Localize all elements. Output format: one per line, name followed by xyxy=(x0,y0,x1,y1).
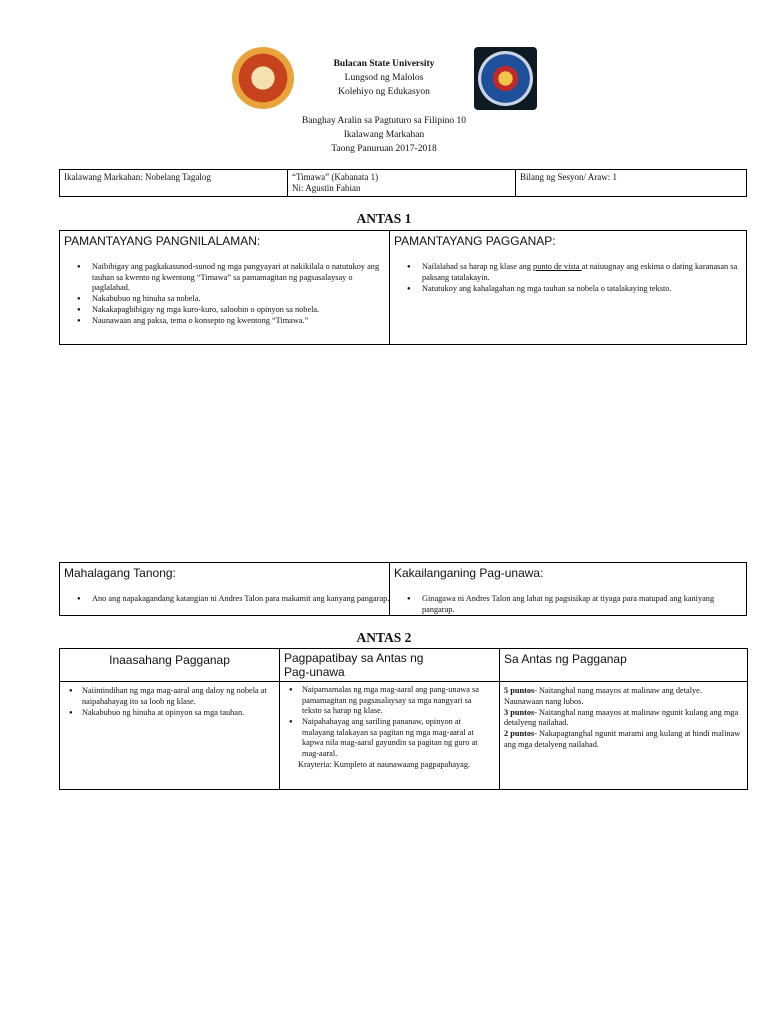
list-item: ● Nailalahad sa harap ng klase ang punto de vista at naiuugnay ang eskima o dating karanasan sa paksang tatalakayin. xyxy=(422,262,740,283)
essential-question-list xyxy=(60,594,390,605)
info-story-cell xyxy=(288,170,516,197)
rubric-row: 2 puntos- Nakapagtanghal ngunit marami ang kulang at hindi malinaw ang mga detalyeng nailahad. xyxy=(504,729,741,749)
essential-question-heading: Mahalagang Tanong: xyxy=(64,566,176,580)
understanding-list xyxy=(390,594,746,615)
info-quarter-cell xyxy=(60,170,288,197)
info-quarter-text: Ikalawang Markahan: Nobelang Tagalog xyxy=(64,172,211,182)
rubric-row: 5 puntos- Naitanghal nang maayos at malinaw ang detalye. Naunawaan nang lubos. xyxy=(504,686,702,706)
expected-performance-heading: Inaasahang Pagganap xyxy=(109,653,230,667)
list-item: ● Ginagawa ni Andres Talon ang lahat ng pagsisikap at tiyaga para matupad ang kaniyang pangarap. xyxy=(422,594,740,615)
antas2-title: ANTAS 2 xyxy=(356,630,412,645)
info-session-cell xyxy=(516,170,747,197)
col1-body-cell xyxy=(60,682,280,790)
col3-body-cell xyxy=(500,682,748,790)
list-item: ● Nakabubuo ng hinuha sa nobela. xyxy=(92,294,390,305)
city-name: Lungsod ng Malolos xyxy=(344,73,424,83)
essential-question-col xyxy=(60,563,390,615)
col3-header-cell xyxy=(500,649,748,682)
antas2-table xyxy=(59,648,748,790)
school-year: Taong Panuruan 2017-2018 xyxy=(331,144,437,154)
story-title: “Timawa” (Kabanata 1) xyxy=(292,172,379,182)
performance-standard-list xyxy=(390,262,746,294)
understanding-col xyxy=(390,563,746,615)
understanding-level-list xyxy=(280,685,499,760)
list-item: ● Nakabubuo ng hinuha at opinyon sa mga tauhan. xyxy=(82,708,273,719)
lesson-plan-title: Banghay Aralin sa Pagtuturo sa Filipino 10 xyxy=(301,116,467,126)
performance-standard-heading: PAMANTAYANG PAGGANAP: xyxy=(394,234,556,248)
list-item: ● Naipamamalas ng mga mag-aaral ang pang-unawa sa pamamagitan ng pagsasalaysay sa mga nangyari sa teksto sa harap ng klase. xyxy=(302,685,493,717)
performance-level-heading: Sa Antas ng Pagganap xyxy=(504,652,627,666)
rubric xyxy=(500,682,747,751)
info-table xyxy=(59,169,747,197)
story-author: Ni: Agustin Fabian xyxy=(292,183,361,193)
criteria-text: Krayteria: Kumpleto at naunawaang pagpapahayag. xyxy=(298,760,471,770)
performance-standard-col xyxy=(390,231,746,344)
list-item: ● Nakakapagbibigay ng mga kuro-kuro, saloobin o opinyon sa nobela. xyxy=(92,305,390,316)
expected-performance-list xyxy=(60,686,279,718)
list-item: ● Natutukoy ang kahalagahan ng mga tauhan sa nobela o tatalakaying teksto. xyxy=(422,284,740,295)
content-standard-list xyxy=(60,262,390,327)
antas1-box xyxy=(59,230,747,345)
college-name: Kolehiyo ng Edukasyon xyxy=(338,87,430,97)
session-count: Bilang ng Sesyon/ Araw: 1 xyxy=(520,172,617,182)
list-item: ● Ano ang napakagandang katangian ni Andres Talon para makamit ang kanyang pangarap. xyxy=(92,594,390,605)
content-standard-col xyxy=(60,231,390,344)
list-item: ● Naiintindihan ng mga mag-aaral ang daloy ng nobela at naipahahayag ito sa loob ng klase. xyxy=(82,686,273,707)
quarter-label: Ikalawang Markahan xyxy=(343,130,425,140)
list-item: ● Naipahahayag ang sariling pananaw, opinyon at malayang talakayan sa pagitan ng mga mag-aaral at kapwa nila mag-aaral gayundin sa pagitan ng guro at mag-aaral. xyxy=(302,717,493,759)
col2-body-cell xyxy=(280,682,500,790)
understanding-level-heading: Pagpapatibay sa Antas ng Pag-unawa xyxy=(284,651,424,679)
understanding-heading: Kakailanganing Pag-unawa: xyxy=(394,566,544,580)
content-standard-heading: PAMANTAYANG PANGNILALAMAN: xyxy=(64,234,261,248)
essential-question-box xyxy=(59,562,747,616)
antas1-title: ANTAS 1 xyxy=(356,211,412,226)
list-item: ● Naibibigay ang pagkakasunod-sunod ng mga pangyayari at nakikilala o natutukoy ang tauhan sa kwento ng kwentong “Timawa” sa pamamagitan ng pagsasalaysay o paglalahad. xyxy=(92,262,390,294)
university-name: Bulacan State University xyxy=(333,59,435,69)
rubric-row: 3 puntos- Naitanghal nang maayos at malinaw ngunit kulang ang mga detalyeng nailahad. xyxy=(504,707,739,728)
list-item: ● Naunawaan ang paksa, tema o konsepto ng kwentong “Timawa.” xyxy=(92,316,390,327)
col2-header-cell xyxy=(280,649,500,682)
col1-header-cell xyxy=(60,649,280,682)
